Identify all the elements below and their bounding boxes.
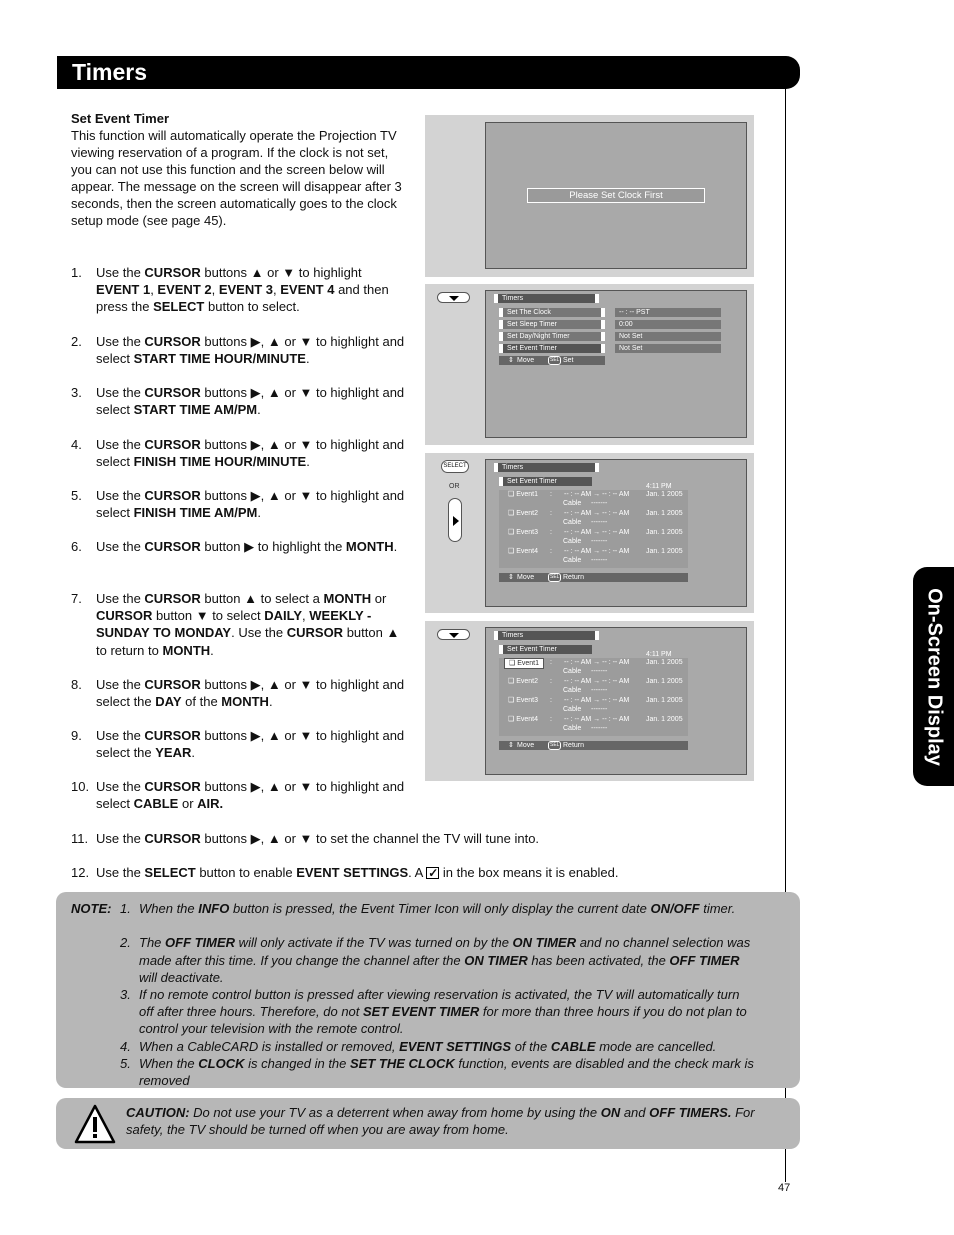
step-number: 3. (71, 385, 82, 400)
event-time-range[interactable]: -- : -- AM → -- : -- AM (564, 548, 630, 555)
note-number: 5. (120, 1055, 131, 1071)
cursor-down-button-icon (437, 629, 470, 640)
warning-icon (74, 1104, 116, 1144)
panel-timers-menu (425, 284, 754, 445)
step-text: Use the CURSOR buttons ▶, ▲ or ▼ to highlight and select START TIME AM/PM. (96, 385, 405, 418)
step-number: 5. (71, 488, 82, 503)
menu-header-label: Timers (502, 632, 524, 639)
note-number: 3. (120, 987, 131, 1002)
clock-readout: 4:11 PM (646, 483, 672, 490)
step-number: 12. (71, 865, 90, 880)
panel-event-timer-selected (425, 621, 754, 781)
timers-menu-item[interactable] (499, 332, 605, 341)
event-source[interactable]: Cable (563, 557, 582, 564)
step-number: 6. (71, 539, 82, 554)
event-date[interactable]: Jan. 1 2005 (646, 659, 683, 666)
separator: : (550, 548, 552, 555)
event-item-2[interactable]: ❑ Event2 (508, 678, 539, 685)
tv-screen (485, 290, 747, 438)
arrows-icon: ⇕ (508, 742, 514, 749)
timers-value (615, 308, 721, 317)
arrows-icon: ⇕ (508, 574, 514, 581)
event-channel[interactable]: ------- (591, 557, 608, 564)
note-text: When the INFO button is pressed, the Event Timer Icon will only display the current date ON/OFF timer. (139, 901, 736, 916)
event-item-3[interactable]: ❑ Event3 (508, 697, 539, 704)
submenu-header-label: Set Event Timer (507, 478, 557, 485)
side-tab-label: On-Screen Display (923, 587, 945, 766)
menu-footer (499, 573, 688, 582)
step-number: 2. (71, 334, 82, 349)
value-label: 0:00 (619, 321, 633, 328)
note-text: When the CLOCK is changed in the SET THE CLOCK function, events are disabled and the check mark is removed (139, 1055, 754, 1088)
submenu-header-label: Set Event Timer (507, 646, 557, 653)
timers-menu-item[interactable] (499, 308, 605, 317)
menu-item-label: Set The Clock (507, 309, 551, 316)
event-item-2[interactable]: ❑ Event2 (508, 510, 539, 517)
event-date[interactable]: Jan. 1 2005 (646, 678, 683, 685)
panel-event-timer (425, 453, 754, 613)
footer-return-label: Return (563, 742, 585, 749)
menu-footer: ⇕ Move SEL Set (499, 356, 605, 365)
tv-screen (485, 627, 747, 775)
menu-item-label: Set Day/Night Timer (507, 333, 570, 340)
event-channel[interactable]: ------- (591, 687, 608, 694)
menu-item-label: Set Event Timer (507, 345, 557, 352)
note-number: 4. (120, 1038, 131, 1054)
event-date[interactable]: Jan. 1 2005 (646, 697, 683, 704)
note-box (56, 892, 800, 1088)
caution-box (56, 1098, 800, 1149)
note-text: If no remote control button is pressed after viewing reservation is activated, the TV will automatically turn off after three hours. Therefore, do not SET EVENT TIMER for more than three hours if you do not plan to control your television with the remote control. (139, 987, 747, 1037)
tv-screen (485, 122, 747, 269)
event-channel[interactable]: ------- (591, 706, 608, 713)
event-channel[interactable]: ------- (591, 538, 608, 545)
event-time-range[interactable]: -- : -- AM → -- : -- AM (564, 678, 630, 685)
event-time-range[interactable]: -- : -- AM → -- : -- AM (564, 529, 630, 536)
intro-heading: Set Event Timer (71, 111, 170, 126)
submenu-header (499, 477, 592, 486)
note-number: 1. (120, 901, 131, 916)
step-text: Use the CURSOR buttons ▶, ▲ or ▼ to highlight and select FINISH TIME AM/PM. (96, 488, 405, 521)
step-number: 7. (71, 591, 82, 606)
step-text: Use the SELECT button to enable EVENT SETTINGS. A ✓ in the box means it is enabled. (96, 864, 776, 881)
event-time-range[interactable]: -- : -- AM → -- : -- AM (564, 491, 630, 498)
sel-icon: SEL (550, 742, 560, 748)
timers-value (615, 320, 721, 329)
footer-move-label: Move (517, 574, 535, 581)
clock-readout: 4:11 PM (646, 651, 672, 658)
event-source[interactable]: Cable (563, 725, 582, 732)
timers-menu-item[interactable] (499, 344, 605, 353)
caution-text: CAUTION: Do not use your TV as a deterrent when away from home by using the ON and OFF TIMERS. For safety, the TV should be turned off when you are away from home. (126, 1105, 755, 1138)
event-channel[interactable]: ------- (591, 500, 608, 507)
value-label: Not Set (619, 333, 643, 340)
value-label: Not Set (619, 345, 643, 352)
menu-header-label: Timers (502, 464, 524, 471)
separator: : (550, 510, 552, 517)
separator: : (550, 529, 552, 536)
step-number: 8. (71, 677, 82, 692)
intro (71, 110, 411, 229)
step-text: Use the CURSOR buttons ▶, ▲ or ▼ to highlight and select FINISH TIME HOUR/MINUTE. (96, 437, 405, 470)
event-time-range[interactable]: -- : -- AM → -- : -- AM (564, 697, 630, 704)
separator: : (550, 678, 552, 685)
event-source[interactable]: Cable (563, 519, 582, 526)
cursor-down-button-icon (437, 292, 470, 303)
step-number: 11. (71, 831, 89, 846)
event-time-range[interactable]: -- : -- AM → -- : -- AM (564, 659, 630, 666)
menu-header: Timers (494, 294, 599, 303)
step-text: Use the CURSOR buttons ▶, ▲ or ▼ to highlight and select the DAY of the MONTH. (96, 677, 405, 710)
note-label: NOTE: (71, 901, 112, 916)
event-item-1[interactable]: ❑ Event1 (508, 491, 539, 498)
select-button-icon: SELECT (441, 460, 469, 473)
intro-body: This function will automatically operate the Projection TV viewing reservation of a program. If the clock is not set, you can not use this function and the screen below will appear. The message on the screen will disappear after 3 seconds, then the screen automatically goes to the clock setup mode (see page 45). (71, 128, 402, 228)
event-time-range[interactable]: -- : -- AM → -- : -- AM (564, 510, 630, 517)
footer-move-label: Move (517, 742, 535, 749)
menu-header (494, 631, 599, 640)
event-date[interactable]: Jan. 1 2005 (646, 491, 683, 498)
step-text: Use the CURSOR button ▲ to select a MONTH or CURSOR button ▼ to select DAILY, WEEKLY - SUNDAY TO MONDAY. Use the CURSOR button ▲ to return to MONTH. (96, 591, 400, 658)
event-source[interactable]: Cable (563, 668, 582, 675)
arrows-icon: ⇕ (508, 357, 514, 364)
or-label: OR (449, 483, 460, 490)
event-date[interactable]: Jan. 1 2005 (646, 716, 683, 723)
event-item-4[interactable]: ❑ Event4 (508, 716, 539, 723)
step-number: 9. (71, 728, 82, 743)
page-title: Timers (72, 59, 148, 85)
page-number: 47 (778, 1182, 791, 1194)
event-item-3[interactable]: ❑ Event3 (508, 529, 539, 536)
event-date[interactable]: Jan. 1 2005 (646, 510, 683, 517)
note-text: When a CableCARD is installed or removed, EVENT SETTINGS of the CABLE mode are cancelled. (139, 1038, 717, 1054)
sel-icon: SEL (550, 574, 560, 580)
event-item-4[interactable]: ❑ Event4 (508, 548, 539, 555)
event-date[interactable]: Jan. 1 2005 (646, 529, 683, 536)
cursor-right-button-icon (448, 498, 462, 542)
note-text: The OFF TIMER will only activate if the TV was turned on by the ON TIMER and no channel selection was made after this time. If you change the channel after the ON TIMER has been activated, the OFF TIMER will deactivate. (139, 935, 751, 985)
note-number: 2. (120, 935, 131, 951)
step-text: Use the CURSOR button ▶ to highlight the MONTH. (96, 539, 398, 554)
title-bar (57, 56, 800, 89)
event-item-1[interactable]: ❑ Event1 (504, 658, 544, 669)
submenu-header (499, 645, 592, 654)
separator: : (550, 491, 552, 498)
event-time-range[interactable]: -- : -- AM → -- : -- AM (564, 716, 630, 723)
panel-clock-warning (425, 115, 754, 277)
event-date[interactable]: Jan. 1 2005 (646, 548, 683, 555)
event-source[interactable]: Cable (563, 687, 582, 694)
event-source[interactable]: Cable (563, 706, 582, 713)
step-text: Use the CURSOR buttons ▶, ▲ or ▼ to highlight and select CABLE or AIR. (96, 779, 405, 812)
timers-value (615, 344, 721, 353)
menu-footer (499, 741, 688, 750)
menu-header (494, 463, 599, 472)
step-text: Use the CURSOR buttons ▶, ▲ or ▼ to highlight and select the YEAR. (96, 728, 405, 761)
event-source[interactable]: Cable (563, 538, 582, 545)
step-number: 1. (71, 265, 82, 280)
step-number: 10. (71, 779, 90, 794)
event-channel[interactable]: ------- (591, 519, 608, 526)
separator: : (550, 716, 552, 723)
step-text: Use the CURSOR buttons ▶, ▲ or ▼ to highlight and select START TIME HOUR/MINUTE. (96, 334, 405, 367)
event-channel[interactable]: ------- (591, 725, 608, 732)
timers-menu-item[interactable] (499, 320, 605, 329)
side-tab (913, 567, 954, 786)
step-number: 4. (71, 437, 82, 452)
footer-return-label: Return (563, 574, 585, 581)
event-source[interactable]: Cable (563, 500, 582, 507)
separator: : (550, 697, 552, 704)
separator: : (550, 659, 552, 666)
value-label: -- : -- PST (619, 309, 650, 316)
event-channel[interactable]: ------- (591, 668, 608, 675)
clock-warning-message: Please Set Clock First (527, 188, 705, 203)
step-text: Use the CURSOR buttons ▲ or ▼ to highlight EVENT 1, EVENT 2, EVENT 3, EVENT 4 and then press the SELECT button to select. (96, 265, 389, 315)
menu-item-label: Set Sleep Timer (507, 321, 557, 328)
timers-value (615, 332, 721, 341)
tv-screen (485, 459, 747, 607)
step-text: Use the CURSOR buttons ▶, ▲ or ▼ to set the channel the TV will tune into. (96, 831, 540, 846)
